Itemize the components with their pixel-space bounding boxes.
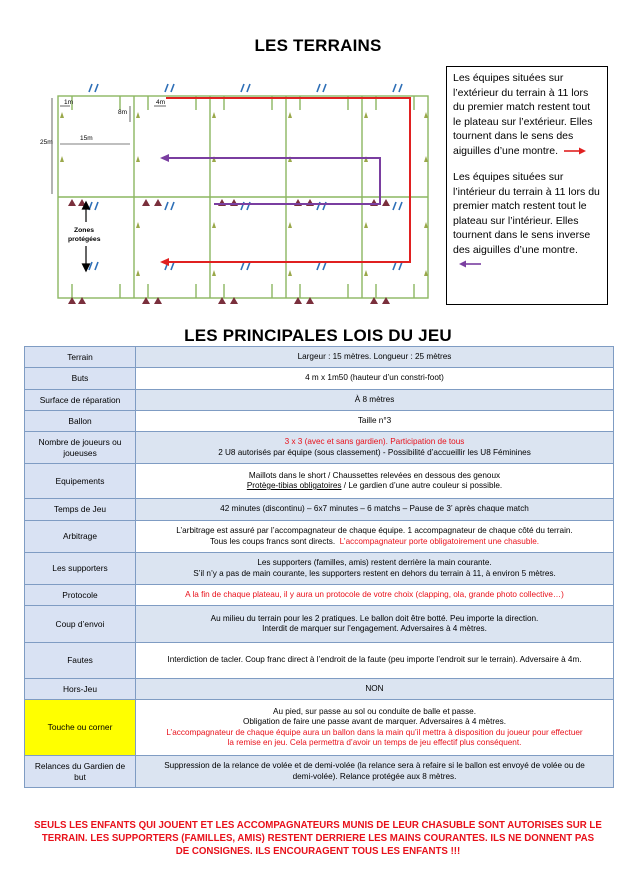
legend-interior: Les équipes situées sur l’intérieur du terrain à 11 lors du premier match restent tout le plateau sur l’intérieur. Elles tournent dans le sens inverse des aiguilles d’une montre. — [453, 170, 601, 272]
laws-table — [24, 346, 614, 788]
table-row — [25, 464, 614, 499]
row-label: Terrain — [25, 347, 136, 368]
red-route-arrow — [166, 98, 410, 262]
row-label: Nombre de joueurs ou joueuses — [25, 432, 136, 464]
field-lines — [58, 96, 428, 298]
row-value: 3 x 3 (avec et sans gardien). Participation de tous 2 U8 autorisés par équipe (sous classement) - Possibilité d’accueillir les U8 Féminines — [136, 432, 614, 464]
row-label: Les supporters — [25, 553, 136, 585]
rotation-legend — [446, 66, 608, 305]
row-value: Largeur : 15 mètres. Longueur : 25 mètres — [136, 347, 614, 368]
table-row — [25, 756, 614, 788]
row-label: Protocole — [25, 585, 136, 606]
table-row — [25, 499, 614, 521]
footer-warning: SEULS LES ENFANTS QUI JOUENT ET LES ACCOMPAGNATEURS MUNIS DE LEUR CHASUBLE SONT AUTORISES SUR LE TERRAIN. LES SUPPORTERS (FAMILLES, AMIS) RESTENT DERRIERE LES MAINS COURANTES. ILS NE DONNENT PAS DE CONSIGNES. ILS ENCOURAGENT TOUS LES ENFANTS !!! — [34, 820, 602, 857]
table-row — [25, 347, 614, 368]
row-value: 4 m x 1m50 (hauteur d’un constri-foot) — [136, 368, 614, 390]
row-value: Taille n°3 — [136, 411, 614, 432]
row-label: Fautes — [25, 643, 136, 679]
table-row — [25, 411, 614, 432]
table-row — [25, 679, 614, 700]
table-row — [25, 521, 614, 553]
row-label: Arbitrage — [25, 521, 136, 553]
row-label: Coup d’envoi — [25, 606, 136, 643]
goals — [89, 84, 402, 270]
table-row — [25, 585, 614, 606]
purple-arrow-icon — [459, 260, 481, 268]
row-value: NON — [136, 679, 614, 700]
triangles — [68, 199, 390, 304]
row-value: Au pied, sur passe au sol ou conduite de balle et passe. Obligation de faire une passe avant de marquer. Adversaires à 4 mètres. L’accompagnateur de chaque équipe aura un ballon dans la main qu’il mettra à disposition du joueur pour effectuer la remise en jeu. Cela permettra d’avoir un temps de jeu effectif plus conséquent. — [136, 700, 614, 756]
row-value: Suppression de la relance de volée et de demi-volée (la relance sera à refaire si le ballon est envoyé de volée ou de demi-volée). Relance protégée aux 8 mètres. — [136, 756, 614, 788]
table-row — [25, 432, 614, 464]
table-row — [25, 700, 614, 756]
protected-zones-label — [68, 227, 101, 243]
row-value: A la fin de chaque plateau, il y aura un protocole de votre choix (clapping, ola, grande photo collective…) — [136, 585, 614, 606]
table-row — [25, 553, 614, 585]
row-label: Relances du Gardien de but — [25, 756, 136, 788]
row-label: Equipements — [25, 464, 136, 499]
red-arrow-icon — [564, 147, 586, 155]
row-label: Surface de réparation — [25, 390, 136, 411]
table-row — [25, 368, 614, 390]
row-value: L’arbitrage est assuré par l’accompagnateur de chaque équipe. 1 accompagnateur de chaque côté du terrain. Tous les coups francs sont directs. L’accompagnateur porte obligatoirement une chasuble. — [136, 521, 614, 553]
table-row — [25, 606, 614, 643]
row-label: Temps de Jeu — [25, 499, 136, 521]
dim-8m: 8m — [118, 109, 128, 116]
cones — [60, 112, 428, 276]
row-value: 42 minutes (discontinu) – 6x7 minutes – 6 matchs – Pause de 3’ après chaque match — [136, 499, 614, 521]
purple-arrowhead — [160, 154, 169, 162]
row-value: Interdiction de tacler. Coup franc direct à l’endroit de la faute (peu importe l’endroit sur le terrain). Adversaire à 4m. — [136, 643, 614, 679]
dim-1m: 1m — [64, 99, 74, 106]
svg-text:protégées: protégées — [68, 236, 101, 243]
red-arrowhead — [160, 258, 169, 266]
dim-25m: 25m — [40, 139, 53, 146]
row-value: À 8 mètres — [136, 390, 614, 411]
row-label: Ballon — [25, 411, 136, 432]
lois-title: LES PRINCIPALES LOIS DU JEU — [184, 326, 452, 345]
terrains-title: LES TERRAINS — [254, 36, 382, 55]
row-value: Au milieu du terrain pour les 2 pratiques. Le ballon doit être botté. Peu importe la direction. Interdit de marquer sur l’engagement. Adversaires à 4 mètres. — [136, 606, 614, 643]
svg-text:Zones: Zones — [74, 227, 95, 234]
dim-4m: 4m — [156, 99, 166, 106]
table-row — [25, 390, 614, 411]
row-label: Buts — [25, 368, 136, 390]
legend-exterior: Les équipes situées sur l’extérieur du terrain à 11 lors du premier match restent tout le plateau sur l’extérieur. Elles tournent dans le sens des aiguilles d’une montre. — [453, 72, 593, 157]
table-row — [25, 643, 614, 679]
row-label: Hors-Jeu — [25, 679, 136, 700]
fields-diagram — [38, 66, 438, 306]
row-value: Maillots dans le short / Chaussettes relevées en dessous des genoux Protège-tibias obligatoires / Le gardien d’une autre couleur si possible. — [136, 464, 614, 499]
dim-15m: 15m — [80, 135, 93, 142]
row-value: Les supporters (familles, amis) restent derrière la main courante. S’il n’y a pas de main courante, les supporters restent en dehors du terrain à 11, à environ 5 mètres. — [136, 553, 614, 585]
row-label-highlight: Touche ou corner — [25, 700, 136, 756]
